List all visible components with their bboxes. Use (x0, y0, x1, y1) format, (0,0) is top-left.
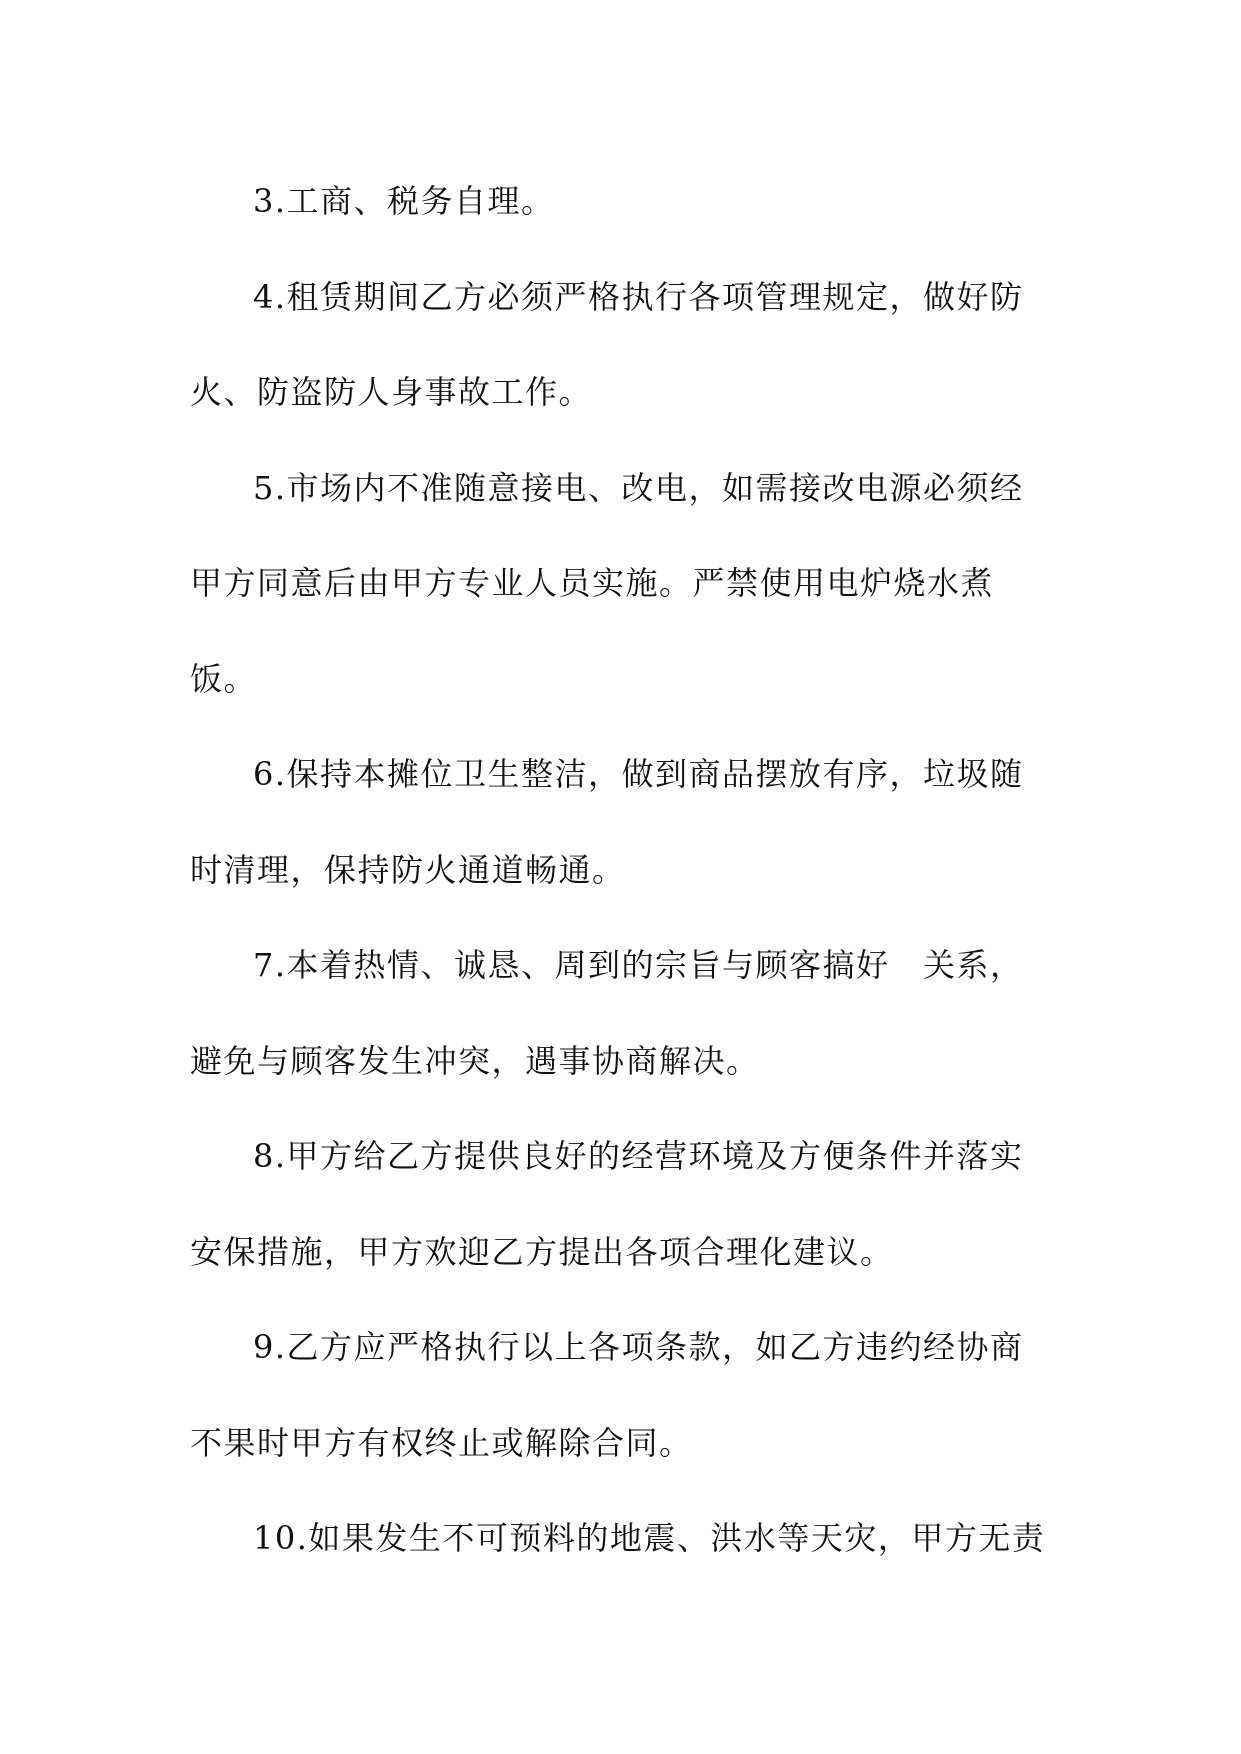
clause-7-line-1: 7.本着热情、诚恳、周到的宗旨与顾客搞好 关系， (253, 946, 1024, 984)
clause-8-line-2: 安保措施，甲方欢迎乙方提出各项合理化建议。 (190, 1233, 894, 1271)
clause-5-line-3: 饭。 (190, 660, 258, 698)
clause-8-line-1: 8.甲方给乙方提供良好的经营环境及方便条件并落实 (253, 1137, 1024, 1175)
clause-9-line-1: 9.乙方应严格执行以上各项条款，如乙方违约经协商 (253, 1328, 1024, 1366)
clause-6-line-1: 6.保持本摊位卫生整洁，做到商品摆放有序，垃圾随 (253, 755, 1024, 793)
clause-6-line-2: 时清理，保持防火通道畅通。 (190, 851, 626, 889)
clause-4-line-1: 4.租赁期间乙方必须严格执行各项管理规定，做好防 (253, 278, 1024, 316)
clause-5-line-1: 5.市场内不准随意接电、改电，如需接改电源必须经 (253, 469, 1024, 507)
clause-10-line-1: 10.如果发生不可预料的地震、洪水等天灾，甲方无责 (253, 1519, 1046, 1557)
clause-3: 3.工商、税务自理。 (253, 182, 555, 220)
clause-9-line-2: 不果时甲方有权终止或解除合同。 (190, 1424, 693, 1462)
clause-7-line-2: 避免与顾客发生冲突，遇事协商解决。 (190, 1042, 760, 1080)
clause-4-line-2: 火、防盗防人身事故工作。 (190, 373, 593, 411)
clause-5-line-2: 甲方同意后由甲方专业人员实施。严禁使用电炉烧水煮 (190, 564, 995, 602)
